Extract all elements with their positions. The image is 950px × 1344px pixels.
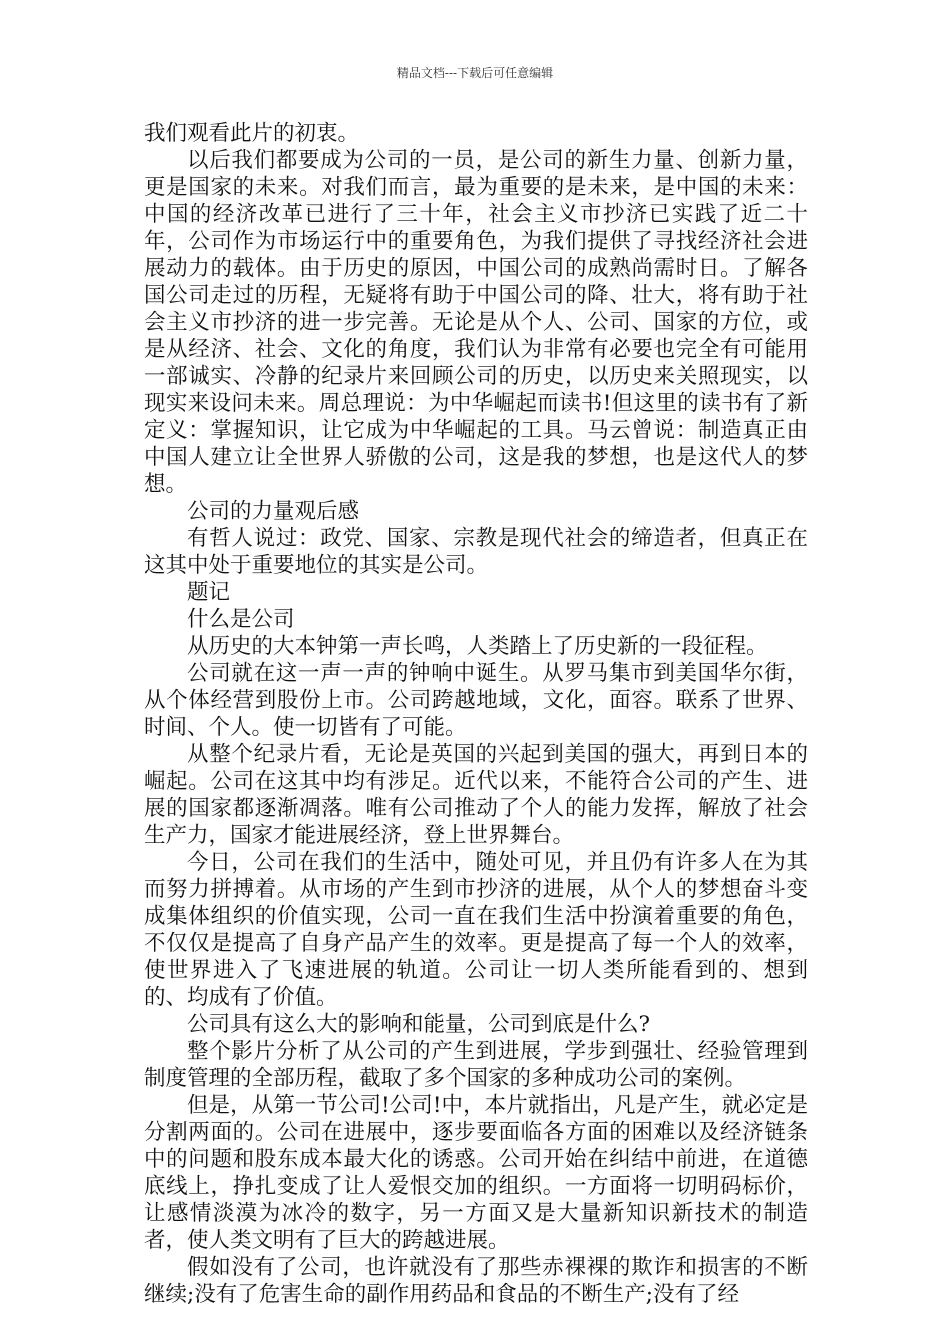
- paragraph-4: 有哲人说过：政党、国家、宗教是现代社会的缔造者，但真正在这其中处于重要地位的其实是公司。: [144, 526, 808, 578]
- paragraph-6: 什么是公司: [187, 607, 295, 632]
- paragraph-11: 公司具有这么大的影响和能量，公司到底是什么?: [187, 1012, 651, 1037]
- paragraph-3: 公司的力量观后感: [187, 499, 360, 524]
- paragraph-12: 整个影片分析了从公司的产生到进展，学步到强壮、经验管理到制度管理的全部历程，截取了多个国家的多种成功公司的案例。: [144, 1039, 808, 1091]
- document-body: [144, 120, 808, 1308]
- paragraph-1: 我们观看此片的初衷。: [144, 121, 360, 146]
- paragraph-5: 题记: [187, 580, 231, 605]
- paragraph-13: 但是，从第一节公司!公司!中，本片就指出，凡是产生，就必定是分割两面的。公司在进展中，逐步要面临各方面的困难以及经济链条中的问题和股东成本最大化的诱惑。公司开始在纠结中前进，在道德底线上，挣扎变成了让人爱恨交加的组织。一方面将一切明码标价，让感情淡漠为冰冷的数字，另一方面又是大量新知识新技术的制造者，使人类文明有了巨大的跨越进展。: [144, 1093, 808, 1253]
- paragraph-10: 今日，公司在我们的生活中，随处可见，并且仍有许多人在为其而努力拼搏着。从市场的产生到市抄济的进展，从个人的梦想奋斗变成集体组织的价值实现，公司一直在我们生活中扮演着重要的角色，不仅仅是提高了自身产品产生的效率。更是提高了每一个人的效率，使世界进入了飞速进展的轨道。公司让一切人类所能看到的、想到的、均成有了价值。: [144, 850, 808, 1010]
- paragraph-9: 从整个纪录片看，无论是英国的兴起到美国的强大，再到日本的崛起。公司在这其中均有涉足。近代以来，不能符合公司的产生、进展的国家都逐渐凋落。唯有公司推动了个人的能力发挥，解放了社会生产力，国家才能进展经济，登上世界舞台。: [144, 742, 808, 848]
- paragraph-7: 从历史的大本钟第一声长鸣，人类踏上了历史新的一段征程。: [187, 634, 768, 659]
- paragraph-8: 公司就在这一声一声的钟响中诞生。从罗马集市到美国华尔街，从个体经营到股份上市。公司跨越地域，文化，面容。联系了世界、时间、个人。使一切皆有了可能。: [144, 661, 808, 740]
- paragraph-14: 假如没有了公司，也许就没有了那些赤裸裸的欺诈和损害的不断继续;没有了危害生命的副作用药品和食品的不断生产;没有了经: [144, 1255, 808, 1307]
- page-header: 精品文档---下载后可任意编辑: [396, 66, 554, 80]
- paragraph-2: 以后我们都要成为公司的一员，是公司的新生力量、创新力量，更是国家的未来。对我们而言，最为重要的是未来，是中国的未来：中国的经济改革已进行了三十年，社会主义市抄济已实践了近二十年，公司作为市场运行中的重要角色，为我们提供了寻找经济社会进展动力的载体。由于历史的原因，中国公司的成熟尚需时日。了解各国公司走过的历程，无疑将有助于中国公司的降、壮大，将有助于社会主义市抄济的进一步完善。无论是从个人、公司、国家的方位，或是从经济、社会、文化的角度，我们认为非常有必要也完全有可能用一部诚实、冷静的纪录片来回顾公司的历史，以历史来关照现实，以现实来设问未来。周总理说：为中华崛起而读书!但这里的读书有了新定义：掌握知识，让它成为中华崛起的工具。马云曾说：制造真正由中国人建立让全世界人骄傲的公司，这是我的梦想，也是这代人的梦想。: [144, 148, 808, 497]
